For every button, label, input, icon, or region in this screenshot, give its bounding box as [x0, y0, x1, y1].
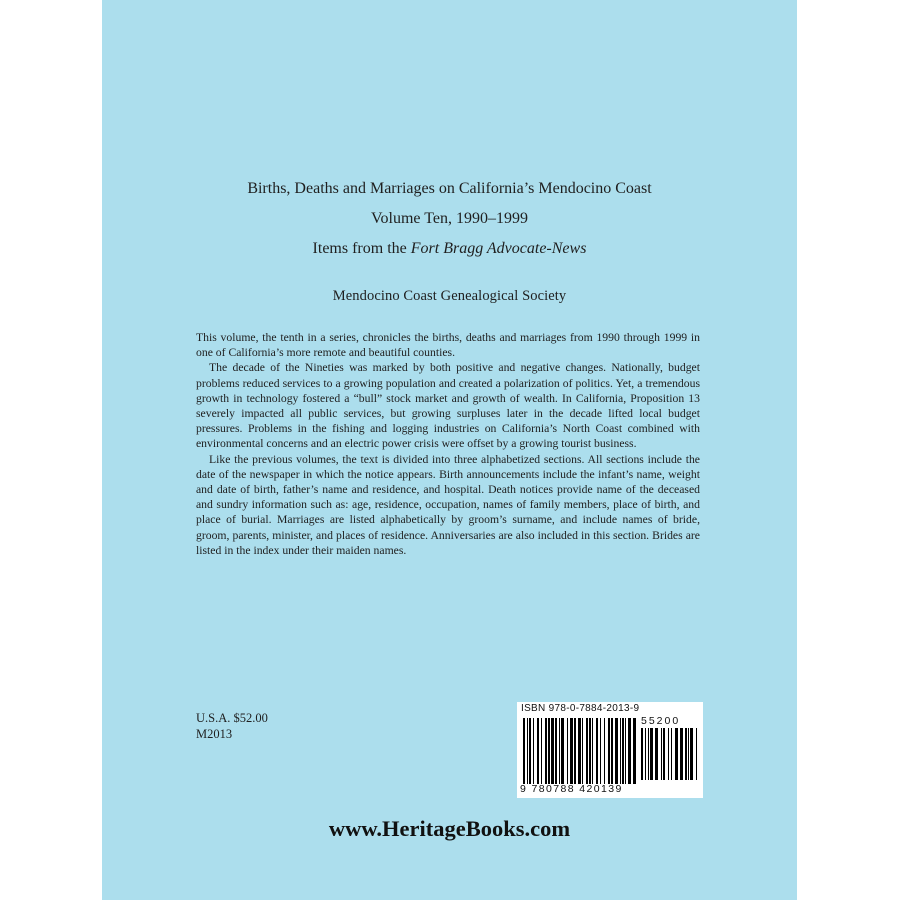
- barcode-bar: [574, 718, 576, 784]
- barcode-bar: [696, 728, 697, 780]
- barcode-bar: [620, 718, 621, 784]
- barcode-bar: [559, 718, 560, 784]
- volume-line: Volume Ten, 1990–1999: [371, 210, 528, 227]
- barcode-bar: [529, 718, 531, 784]
- barcode-bar: [523, 718, 525, 784]
- barcode-bar: [582, 718, 583, 784]
- blurb-paragraph: Like the previous volumes, the text is divided into three alphabetized sections. All sections include the date of the newspaper in which the notice appears. Birth announcements include the infant’s name, weight and date of birth, father’s name and residence, and hospital. Death notices provide name of the deceased and sundry information such as: age, residence, occupation, names of family members, place of birth, and place of burial. Marriages are listed alphabetically by groom’s surname, and include names of bride, groom, parents, minister, and places of residence. Anniversaries are also included in this section. Brides are listed in the index under their maiden names.: [196, 452, 700, 557]
- barcode-bar: [668, 728, 669, 780]
- product-code: M2013: [196, 727, 233, 741]
- price: U.S.A. $52.00: [196, 711, 268, 725]
- barcode-bar: [628, 718, 631, 784]
- barcode-bar: [675, 728, 678, 780]
- barcode-bar: [608, 718, 610, 784]
- barcode-bar: [533, 718, 534, 784]
- barcode-bar: [589, 718, 591, 784]
- barcode-bars: [523, 718, 637, 784]
- barcode-bar: [527, 718, 528, 784]
- barcode-bar: [541, 718, 542, 784]
- barcode-bar: [615, 718, 618, 784]
- barcode-bar: [645, 728, 646, 780]
- barcode-bar: [655, 728, 658, 780]
- back-cover: [102, 0, 797, 900]
- description-blurb: [196, 330, 700, 558]
- newspaper-name: Fort Bragg Advocate-News: [410, 240, 587, 257]
- barcode-bar: [633, 718, 636, 784]
- barcode-bar: [604, 718, 605, 784]
- book-title: Births, Deaths and Marriages on California’s Mendocino Coast: [247, 180, 652, 197]
- barcode-bar: [650, 728, 653, 780]
- barcode-bar: [690, 728, 693, 780]
- publisher-website: www.HeritageBooks.com: [328, 816, 571, 841]
- barcode-bar: [570, 718, 573, 784]
- barcode-bar: [551, 718, 554, 784]
- barcode-bar: [586, 718, 588, 784]
- blurb-paragraph: The decade of the Nineties was marked by both positive and negative changes. Nationally, budget problems reduced services to a growing population and created a polarization of politics. Yet, a tremendous growth in technology fostered a “bull” stock market and growth of wealth. In California, Proposition 13 severely impacted all public services, but growing surpluses later in the decade lifted local budget pressures. Problems in the fishing and logging industries on California’s North Coast combined with environmental concerns and an electric power crisis were offset by a growing tourist business.: [196, 361, 700, 451]
- barcode-bar: [600, 718, 601, 784]
- barcode-bar: [592, 718, 593, 784]
- barcode-bar: [685, 728, 687, 780]
- isbn-number: ISBN 978-0-7884-2013-9: [521, 703, 640, 714]
- barcode-bar: [555, 718, 557, 784]
- barcode: [517, 702, 703, 798]
- barcode-bar: [688, 728, 689, 780]
- barcode-bar: [578, 718, 581, 784]
- barcode-bar: [611, 718, 613, 784]
- barcode-bar: [680, 728, 683, 780]
- items-prefix: Items from the: [312, 240, 411, 257]
- barcode-bar: [548, 718, 550, 784]
- barcode-bar: [561, 718, 564, 784]
- barcode-bar: [625, 718, 626, 784]
- barcode-bar: [622, 718, 624, 784]
- barcode-bar: [671, 728, 672, 780]
- barcode-bar: [641, 728, 643, 780]
- price-block: [196, 710, 268, 742]
- barcode-bar: [648, 728, 649, 780]
- barcode-bar: [661, 728, 662, 780]
- barcode-digits: 9 780788 420139: [520, 783, 623, 795]
- barcode-bar: [663, 728, 665, 780]
- blurb-paragraph: This volume, the tenth in a series, chronicles the births, deaths and marriages from 1990 through 1999 in one of California’s more remote and beautiful counties.: [196, 331, 700, 360]
- society-name: Mendocino Coast Genealogical Society: [332, 288, 567, 304]
- barcode-bar: [545, 718, 547, 784]
- barcode-bar: [537, 718, 539, 784]
- barcode-bar: [596, 718, 598, 784]
- items-line: [102, 240, 797, 258]
- price-addon-code: 55200: [641, 715, 681, 727]
- barcode-bar: [567, 718, 568, 784]
- addon-barcode-bars: [641, 728, 699, 780]
